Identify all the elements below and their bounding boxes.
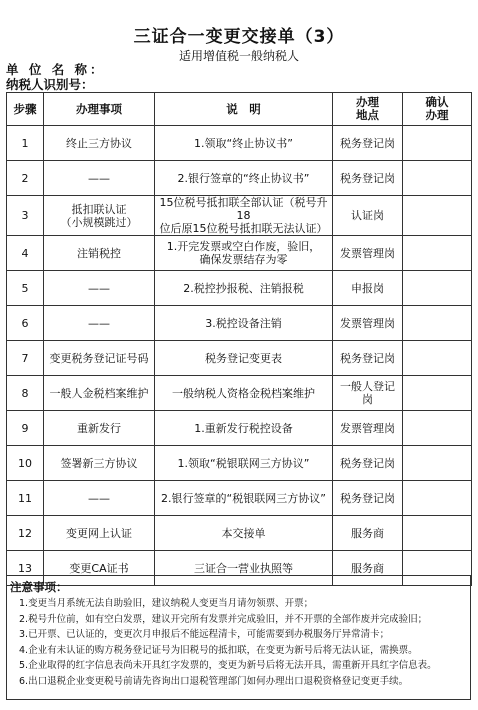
cell-step: 10 (7, 446, 44, 481)
cell-step: 4 (7, 236, 44, 271)
cell-description: 1.领取“终止协议书” (155, 126, 333, 161)
note-item: 5.企业取得的红字信息表尚未开具红字发票的，变更为新号后将无法开具，需重新开具红字信息表。 (19, 660, 437, 671)
header-item: 办理事项 (44, 93, 155, 126)
cell-step: 5 (7, 271, 44, 306)
cell-place: 申报岗 (333, 271, 403, 306)
cell-item: 签署新三方协议 (44, 446, 155, 481)
cell-step: 9 (7, 411, 44, 446)
cell-step: 8 (7, 376, 44, 411)
cell-item: 变更CA证书 (44, 551, 155, 586)
table-row (7, 376, 472, 411)
cell-place: 税务登记岗 (333, 446, 403, 481)
cell-place: 税务登记岗 (333, 481, 403, 516)
cell-item: 终止三方协议 (44, 126, 155, 161)
cell-step: 2 (7, 161, 44, 196)
cell-confirm (403, 411, 472, 446)
cell-item: 变更网上认证 (44, 516, 155, 551)
cell-step: 11 (7, 481, 44, 516)
cell-description: 税务登记变更表 (155, 341, 333, 376)
table-row (7, 236, 472, 271)
cell-step: 7 (7, 341, 44, 376)
cell-confirm (403, 481, 472, 516)
cell-item: —— (44, 481, 155, 516)
cell-step: 1 (7, 126, 44, 161)
cell-place: 服务商 (333, 516, 403, 551)
cell-description: 15位税号抵扣联全部认证（税号升18 位后原15位税号抵扣联无法认证） (155, 196, 333, 236)
table-row (7, 196, 472, 236)
cell-step: 13 (7, 551, 44, 586)
table-row (7, 446, 472, 481)
note-item: 2.税号升位前，如有空白发票，建议开完所有发票并完成验旧，并不开票的全部作废并完成验旧； (19, 613, 428, 625)
cell-place: 认证岗 (333, 196, 403, 236)
cell-description: 1.重新发行税控设备 (155, 411, 333, 446)
cell-item: —— (44, 306, 155, 341)
cell-place: 一般人登记岗 (333, 376, 403, 411)
table-row (7, 411, 472, 446)
header-confirm: 确认 办理 (403, 93, 472, 126)
cell-place: 税务登记岗 (333, 341, 403, 376)
table-row (7, 126, 472, 161)
cell-item: 一般人金税档案维护 (44, 376, 155, 411)
table-row (7, 341, 472, 376)
page-title: 三证合一变更交接单（3） (133, 27, 345, 47)
cell-place: 发票管理岗 (333, 306, 403, 341)
cell-place: 服务商 (333, 551, 403, 586)
notes-list (7, 596, 441, 689)
cell-confirm (403, 376, 472, 411)
note-item: 1.变更当月系统无法自助验旧，建议纳税人变更当月请勿领票、开票； (19, 598, 314, 609)
cell-confirm (403, 446, 472, 481)
header-place: 办理 地点 (333, 93, 403, 126)
note-item: 4.企业有未认证的购方税务登记证号为旧税号的抵扣联，在变更为新号后将无法认证，需换票。 (19, 644, 418, 656)
cell-place: 税务登记岗 (333, 126, 403, 161)
header-description: 说 明 (155, 93, 333, 126)
table-header-row (7, 93, 472, 126)
cell-confirm (403, 271, 472, 306)
cell-description: 一般纳税人资格金税档案维护 (155, 376, 333, 411)
note-item: 6.出口退税企业变更税号前请先咨询出口退税管理部门如何办理出口退税资格登记变更手续。 (19, 675, 409, 687)
cell-confirm (403, 126, 472, 161)
cell-step: 12 (7, 516, 44, 551)
cell-item: —— (44, 271, 155, 306)
table-body (7, 126, 472, 586)
cell-step: 6 (7, 306, 44, 341)
cell-description: 1.领取“税银联网三方协议” (155, 446, 333, 481)
cell-description: 三证合一营业执照等 (155, 551, 333, 586)
cell-confirm (403, 516, 472, 551)
cell-step: 3 (7, 196, 44, 236)
notes-title: 注意事项： (10, 580, 68, 594)
cell-item: 注销税控 (44, 236, 155, 271)
page-subtitle: 适用增值税一般纳税人 (178, 49, 299, 63)
table-row (7, 481, 472, 516)
cell-confirm (403, 236, 472, 271)
unit-name-label: 单 位 名 称： (6, 62, 106, 77)
cell-place: 发票管理岗 (333, 411, 403, 446)
cell-item: —— (44, 161, 155, 196)
table-row (7, 306, 472, 341)
cell-item: 重新发行 (44, 411, 155, 446)
cell-description: 2.银行签章的“终止协议书” (155, 161, 333, 196)
taxpayer-id-label: 纳税人识别号： (6, 77, 94, 92)
header-step: 步骤 (7, 93, 44, 126)
cell-item: 变更税务登记证号码 (44, 341, 155, 376)
cell-description: 3.税控设备注销 (155, 306, 333, 341)
cell-description: 本交接单 (155, 516, 333, 551)
table-row (7, 161, 472, 196)
cell-confirm (403, 161, 472, 196)
cell-place: 发票管理岗 (333, 236, 403, 271)
cell-confirm (403, 341, 472, 376)
handover-table (6, 92, 472, 586)
cell-confirm (403, 196, 472, 236)
notes-box (6, 575, 471, 700)
table-row (7, 516, 472, 551)
cell-description: 2.税控抄报税、注销报税 (155, 271, 333, 306)
cell-confirm (403, 306, 472, 341)
cell-description: 2.银行签章的“税银联网三方协议” (155, 481, 333, 516)
cell-description: 1.开完发票或空白作废，验旧， 确保发票结存为零 (155, 236, 333, 271)
table-row (7, 271, 472, 306)
cell-item: 抵扣联认证 （小规模跳过） (44, 196, 155, 236)
cell-place: 税务登记岗 (333, 161, 403, 196)
note-item: 3.已开票、已认证的，变更次月申报后不能远程清卡，可能需要到办税服务厅异常清卡； (19, 629, 390, 640)
